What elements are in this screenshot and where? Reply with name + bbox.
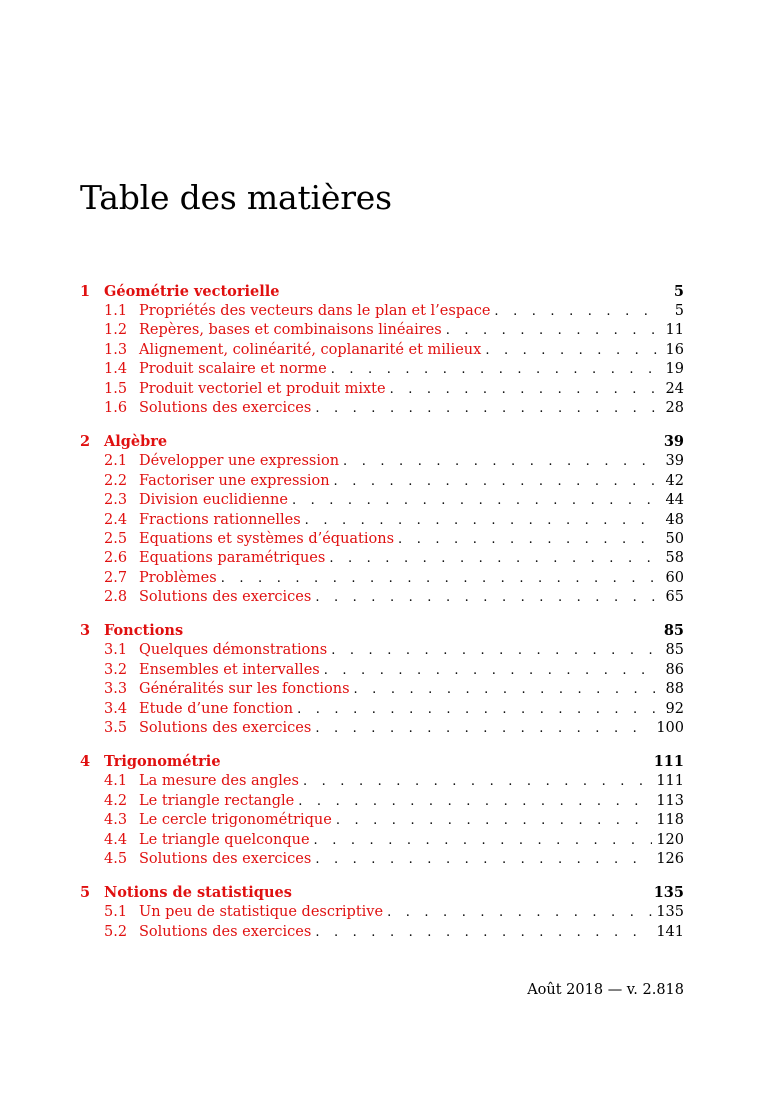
chapter-page: 39	[663, 433, 684, 451]
section-title: Quelques démonstrations	[139, 642, 328, 659]
chapter-title: Géométrie vectorielle	[104, 283, 280, 300]
toc-chapter	[80, 753, 684, 870]
section-number: 2.6	[104, 550, 128, 567]
section-number: 4.4	[104, 831, 128, 848]
toc-section-link[interactable]	[80, 342, 684, 361]
section-title: Repères, bases et combinaisons linéaires	[139, 322, 442, 339]
toc-section-link[interactable]	[80, 851, 684, 870]
dot-leader	[221, 571, 658, 586]
section-number: 3.4	[104, 700, 128, 717]
toc-section-link[interactable]	[80, 642, 684, 661]
dot-leader	[303, 774, 652, 789]
section-number: 4.1	[104, 773, 128, 790]
section-page: 86	[665, 661, 684, 678]
dot-leader	[331, 643, 658, 658]
section-page: 85	[665, 642, 684, 659]
dot-leader	[315, 590, 658, 605]
toc-section-link[interactable]	[80, 453, 684, 472]
section-number: 3.5	[104, 720, 128, 737]
section-number: 4.3	[104, 812, 128, 829]
toc-chapter	[80, 283, 684, 419]
section-number: 1.3	[104, 341, 128, 358]
dot-leader	[390, 382, 658, 397]
section-page: 24	[665, 380, 684, 397]
section-page: 28	[665, 399, 684, 416]
section-page: 88	[665, 681, 684, 698]
section-number: 1.2	[104, 322, 128, 339]
section-title: Solutions des exercices	[139, 399, 312, 416]
section-title: Solutions des exercices	[139, 850, 312, 867]
toc-section-link[interactable]	[80, 512, 684, 531]
toc-section-link[interactable]	[80, 473, 684, 492]
section-number: 3.2	[104, 661, 128, 678]
section-page: 39	[665, 453, 684, 470]
section-page: 65	[665, 589, 684, 606]
dot-leader	[315, 925, 652, 940]
dot-leader	[315, 401, 658, 416]
section-page: 120	[656, 831, 684, 848]
section-page: 60	[665, 569, 684, 586]
dot-leader	[315, 852, 652, 867]
section-number: 4.5	[104, 850, 128, 867]
page-title: Table des matières	[80, 178, 392, 217]
section-number: 2.3	[104, 492, 128, 509]
section-number: 1.1	[104, 303, 128, 319]
chapter-number: 3	[80, 622, 91, 640]
dot-leader	[354, 682, 658, 697]
dot-leader	[298, 794, 652, 809]
toc-chapter-link[interactable]	[80, 433, 684, 453]
section-number: 4.2	[104, 792, 128, 809]
section-page: 50	[665, 530, 684, 547]
chapter-title: Algèbre	[104, 433, 168, 451]
dot-leader	[336, 813, 653, 828]
section-title: Le cercle trigonométrique	[139, 812, 332, 829]
toc-section-link[interactable]	[80, 531, 684, 550]
dot-leader	[485, 343, 658, 358]
section-title: Un peu de statistique descriptive	[139, 904, 384, 921]
section-page: 113	[656, 792, 684, 809]
toc-section-link[interactable]	[80, 662, 684, 681]
toc-section-link[interactable]	[80, 832, 684, 851]
toc-section-link[interactable]	[80, 400, 684, 419]
dot-leader	[297, 702, 658, 717]
dot-leader	[494, 304, 658, 319]
chapter-page: 85	[663, 622, 684, 640]
section-page: 135	[656, 904, 684, 921]
table-of-contents	[80, 283, 684, 957]
dot-leader	[324, 663, 658, 678]
chapter-page: 5	[673, 283, 684, 300]
section-page: 58	[665, 550, 684, 567]
toc-chapter-link[interactable]	[80, 622, 684, 642]
section-page: 19	[665, 361, 684, 378]
section-number: 2.5	[104, 530, 128, 547]
chapter-title: Trigonométrie	[104, 753, 221, 771]
section-number: 1.4	[104, 361, 128, 378]
toc-section-link[interactable]	[80, 773, 684, 792]
dot-leader	[387, 905, 652, 920]
section-page: 5	[674, 303, 684, 319]
chapter-number: 4	[80, 753, 91, 771]
section-title: Problèmes	[139, 569, 217, 586]
section-number: 3.3	[104, 681, 128, 698]
section-title: Développer une expression	[139, 453, 340, 470]
toc-section-link[interactable]	[80, 381, 684, 400]
toc-chapter	[80, 884, 684, 943]
section-page: 111	[656, 773, 684, 790]
dot-leader	[292, 493, 658, 508]
toc-section-link[interactable]	[80, 589, 684, 608]
section-title: Solutions des exercices	[139, 589, 312, 606]
section-number: 2.7	[104, 569, 128, 586]
chapter-number: 2	[80, 433, 91, 451]
toc-section-link[interactable]	[80, 570, 684, 589]
chapter-number: 5	[80, 884, 91, 902]
section-page: 44	[665, 492, 684, 509]
section-page: 141	[656, 923, 684, 940]
section-title: Le triangle rectangle	[139, 792, 295, 809]
dot-leader	[305, 513, 658, 528]
toc-section-link[interactable]	[80, 550, 684, 569]
dot-leader	[398, 532, 658, 547]
toc-section-link[interactable]	[80, 492, 684, 511]
section-number: 2.2	[104, 472, 128, 489]
toc-chapter-link[interactable]	[80, 884, 684, 904]
section-title: Alignement, colinéarité, coplanarité et milieux	[139, 341, 482, 358]
toc-section-link[interactable]	[80, 720, 684, 739]
toc-section-link[interactable]	[80, 303, 684, 322]
section-title: Produit scalaire et norme	[139, 361, 327, 378]
section-title: Division euclidienne	[139, 492, 288, 509]
section-number: 5.1	[104, 904, 128, 921]
chapter-page: 135	[653, 884, 684, 902]
chapter-title: Notions de statistiques	[104, 884, 292, 902]
section-number: 2.1	[104, 453, 128, 470]
chapter-page: 111	[653, 753, 684, 771]
section-title: Généralités sur les fonctions	[139, 681, 350, 698]
toc-section-link[interactable]	[80, 361, 684, 380]
toc-chapter-link[interactable]	[80, 283, 684, 303]
toc-chapter	[80, 433, 684, 608]
section-number: 1.6	[104, 399, 128, 416]
section-number: 1.5	[104, 380, 128, 397]
chapter-title: Fonctions	[104, 622, 184, 640]
toc-section-link[interactable]	[80, 322, 684, 341]
dot-leader	[334, 474, 658, 489]
section-number: 3.1	[104, 642, 128, 659]
toc-section-link[interactable]	[80, 701, 684, 720]
section-title: Equations paramétriques	[139, 550, 326, 567]
section-title: Solutions des exercices	[139, 720, 312, 737]
dot-leader	[446, 323, 658, 338]
section-number: 2.4	[104, 511, 128, 528]
section-title: Produit vectoriel et produit mixte	[139, 380, 386, 397]
section-page: 118	[656, 812, 684, 829]
toc-section-link[interactable]	[80, 681, 684, 700]
section-title: Fractions rationnelles	[139, 511, 301, 528]
section-title: Propriétés des vecteurs dans le plan et l’espace	[139, 303, 491, 319]
dot-leader	[331, 362, 658, 377]
section-title: Solutions des exercices	[139, 923, 312, 940]
section-page: 42	[665, 472, 684, 489]
section-page: 48	[665, 511, 684, 528]
dot-leader	[343, 454, 658, 469]
dot-leader	[314, 833, 653, 848]
toc-chapter	[80, 622, 684, 739]
section-page: 92	[665, 700, 684, 717]
section-title: Factoriser une expression	[139, 472, 330, 489]
version-footer: Août 2018 — v. 2.818	[527, 982, 684, 998]
dot-leader	[315, 721, 652, 736]
section-page: 16	[665, 341, 684, 358]
toc-chapter-link[interactable]	[80, 753, 684, 773]
toc-section-link[interactable]	[80, 904, 684, 923]
section-page: 11	[665, 322, 684, 339]
section-title: Le triangle quelconque	[139, 831, 310, 848]
section-page: 100	[656, 720, 684, 737]
toc-section-link[interactable]	[80, 812, 684, 831]
section-number: 2.8	[104, 589, 128, 606]
section-page: 126	[656, 850, 684, 867]
section-number: 5.2	[104, 923, 128, 940]
section-title: Ensembles et intervalles	[139, 661, 320, 678]
section-title: Equations et systèmes d’équations	[139, 530, 395, 547]
chapter-number: 1	[80, 283, 91, 300]
toc-section-link[interactable]	[80, 924, 684, 943]
dot-leader	[329, 551, 658, 566]
toc-section-link[interactable]	[80, 793, 684, 812]
section-title: La mesure des angles	[139, 773, 299, 790]
section-title: Etude d’une fonction	[139, 700, 294, 717]
